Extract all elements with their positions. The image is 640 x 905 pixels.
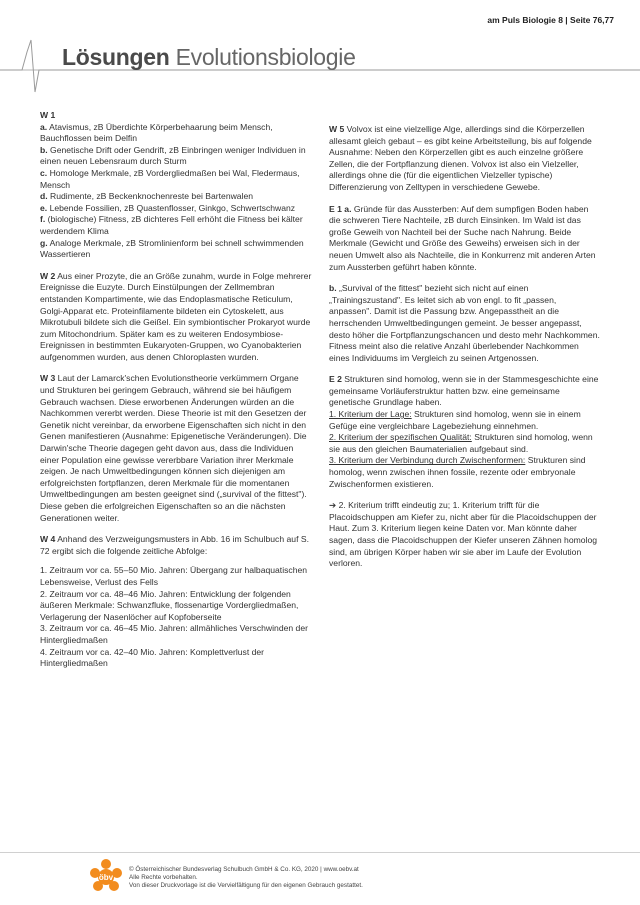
e1a-label: E 1 a.: [329, 203, 352, 214]
section-w2: [40, 271, 312, 364]
w4-item: 2. Zeitraum vor ca. 48–46 Mio. Jahren: Entwicklung der folgenden äußeren Merkmale: Schwanzfluke, flossenartige Vordergliedmaßen, Verlagerung der Nasenlöcher auf Kopfoberseite: [40, 588, 299, 622]
e1b-label: b.: [329, 283, 337, 294]
footer-line-1: © Österreichischer Bundesverlag Schulbuch GmbH & Co. KG, 2020 | www.oebv.at: [129, 866, 359, 873]
footer-divider: [0, 852, 640, 853]
section-e1a: [329, 204, 601, 274]
e1b-text: „Survival of the fittest" bezieht sich nicht auf einen „Trainingszustand". Es leitet sich ab von engl. to fit „passen, anpassen". Damit ist die Passung bzw. Angepasstheit an die herrschenden Umweltbedingungen gemeint. Je besser angepasst, desto höher die Fortpflanzungschancen und desto mehr Nachkommen. Fitness meint also die relative Anzahl überlebender Nachkommen eines Individuums im Vergleich zu seinen Artgenossen.: [329, 283, 600, 363]
e2-criterion: 2. Kriterium der spezifischen Qualität: Strukturen sind homolog, wenn sie aus den gleichen Baumaterialien aufgebaut sind.: [329, 432, 593, 454]
e1a-text: Gründe für das Aussterben: Auf dem sumpfigen Boden haben die schweren Tiere Nachteile, zB durch Einsinken. Im Wald ist das große Geweih von Nachteil bei der Suche nach Nahrung. Beide Merkmale (Gewicht und Größe des Geweihs) erweisen sich in der neuen Umwelt also als Nachteile, die in Konkurrenz mit anderen Arten zum Aussterben geführt haben könnte.: [329, 203, 596, 272]
w2-text: Aus einer Prozyte, die an Größe zunahm, wurde in Folge mehrerer Ereignisse die Euzyte. Durch Einstülpungen der Zellmembran entstanden Kompartimente, wie das Endoplasmatische Reticulum, Golgi-Apparat etc. Proteinfilamente bildeten ein Cytoskelett, aus Mikrotubuli bildete sich die Geißel. Ein symbiontischer Prokaryot wurde zum Mitochondrium. Später kam es zu weiteren Endosymbiose-Ereignissen in bestimmten Eukaryoten-Gruppen, wo Cyanobakterien aufgenommen wurden, aus denen Chloroplasten wurden.: [40, 270, 312, 362]
w1-item: g. Analoge Merkmale, zB Stromlinienform bei schnell schwimmenden Wassertieren: [40, 237, 304, 260]
w3-text: Laut der Lamarck'schen Evolutionstheorie verkümmern Organe und Strukturen bei geringem Gebrauch, während sie bei häufigem Gebrauch wachsen. Diese erworbenen Änderungen würden an die Nachkommen vererbt werden. Diese Theorie ist mit den Gesetzen der Genetik nicht vereinbar, da erworbene Eigenschaften sich nicht in den Genen manifestieren (Ausnahme: Epigenetische Veränderungen). Die Darwin'sche Theorie dagegen geht davon aus, dass die Individuen einer Population eine gewisse vererbbare Variation ihrer Merkmale zeigen. Je nach Umweltbedingungen können sich diejenigen am erfolgreichsten fortpflanzen, deren Merkmale für die momentanen Umweltbedingungen am besten geeignet sind („survival of the fittest"). Diese geben die erfolgreichen Eigenschaften so an die nächsten Generationen weiter.: [40, 373, 307, 523]
w5-text: Volvox ist eine vielzellige Alge, allerdings sind die Körperzellen allesamt gleich gebaut – es gibt keine Arbeitsteilung, bis auf folgende Ausnahme: Neben den Körperzellen gibt es auch einzelne größere Zellen, die der Fortpflanzung dienen. Volvox ist also ein Vielzeller, allerdings ohne die (für die eigentlichen Vielzeller typische) Differenzierung von Zelltypen in verschiedene Gewebe.: [329, 124, 592, 192]
w5-label: W 5: [329, 124, 345, 134]
title-light: Evolutionsbiologie: [175, 44, 356, 70]
left-column: [40, 110, 312, 680]
w4-item: 1. Zeitraum vor ca. 55–50 Mio. Jahren: Übergang zur halbaquatischen Lebensweise, Verlust des Fells: [40, 565, 308, 587]
w4-item: 4. Zeitraum vor ca. 42–40 Mio. Jahren: Komplettverlust der Hintergliedmaßen: [40, 646, 265, 669]
footer-line-3: Von dieser Druckvorlage ist die Vervielfältigung für den eigenen Gebrauch gestattet.: [129, 882, 363, 890]
section-w5: [329, 124, 601, 194]
e2-criterion: 1. Kriterium der Lage: Strukturen sind homolog, wenn sie in einem Gefüge eine vergleichbare Lagebeziehung einnehmen.: [329, 409, 581, 431]
w1-item: f. (biologische) Fitness, zB dichteres Fell erhöht die Fitness bei kälter werdendem Klima: [40, 214, 303, 236]
w3-label: W 3: [40, 373, 56, 384]
page-reference: am Puls Biologie 8 | Seite 76,77: [487, 15, 614, 25]
e2-criterion: 3. Kriterium der Verbindung durch Zwischenformen: Strukturen sind homolog, wenn zwischen ihnen fossile, rezente oder embryonale Zwischenformen existieren.: [329, 455, 586, 489]
w4-label: W 4: [40, 534, 56, 545]
section-w1: [40, 110, 312, 261]
title-bold: Lösungen: [62, 44, 170, 70]
w2-label: W 2: [40, 270, 56, 281]
w4-item: 3. Zeitraum vor ca. 46–45 Mio. Jahren: allmähliches Verschwinden der Hintergliedmaßen: [40, 623, 308, 645]
section-e2: [329, 374, 601, 490]
footer-copyright: [129, 866, 363, 891]
w1-item: d. Rudimente, zB Beckenknochenreste bei Bartenwalen: [40, 191, 254, 202]
w4-intro: Anhand des Verzweigungsmusters in Abb. 16 im Schulbuch auf S. 72 ergibt sich die folgende zeitliche Abfolge:: [40, 534, 309, 556]
e2-label: E 2: [329, 374, 342, 385]
w1-item: b. Genetische Drift oder Gendrift, zB Einbringen weniger Individuen in einen neuen Lebensraum durch Sturm: [40, 144, 306, 167]
w1-heading: W 1: [40, 110, 56, 120]
section-w4: [40, 534, 312, 670]
footer-line-2: Alle Rechte vorbehalten.: [129, 874, 198, 882]
w1-item: a. Atavismus, zB Überdichte Körperbehaarung beim Mensch, Bauchflossen beim Delfin: [40, 121, 273, 144]
w1-item: e. Lebende Fossilien, zB Quastenflosser, Ginkgo, Schwertschwanz: [40, 202, 296, 213]
right-column: [329, 124, 601, 580]
section-e2-conclusion: [329, 500, 601, 570]
section-e1b: [329, 283, 601, 364]
logo-text: öbv: [98, 873, 114, 882]
oebv-logo-icon: [86, 855, 126, 897]
section-w3: [40, 373, 312, 524]
w1-item: c. Homologe Merkmale, zB Vordergliedmaßen bei Wal, Fledermaus, Mensch: [40, 167, 300, 190]
page-title: [62, 44, 356, 71]
e2-conclusion: ➔ 2. Kriterium trifft eindeutig zu; 1. Kriterium trifft für die Placoidschuppen am Kiefer zu, nicht aber für die Placoidschuppen der Haut. Zum 3. Kriterium liegen keine Daten vor. Man könnte daher sagen, dass die Placoidschuppen der Kiefer unseren Zähnen homolog sind, am übrigen Körper haben wir sie aber im Laufe der Evolution verloren.: [329, 500, 598, 569]
e2-intro: Strukturen sind homolog, wenn sie in der Stammesgeschichte eine gemeinsame Vorläuferstruktur hatten bzw. eine gemeinsame genetische Grundlage haben.: [329, 374, 599, 408]
